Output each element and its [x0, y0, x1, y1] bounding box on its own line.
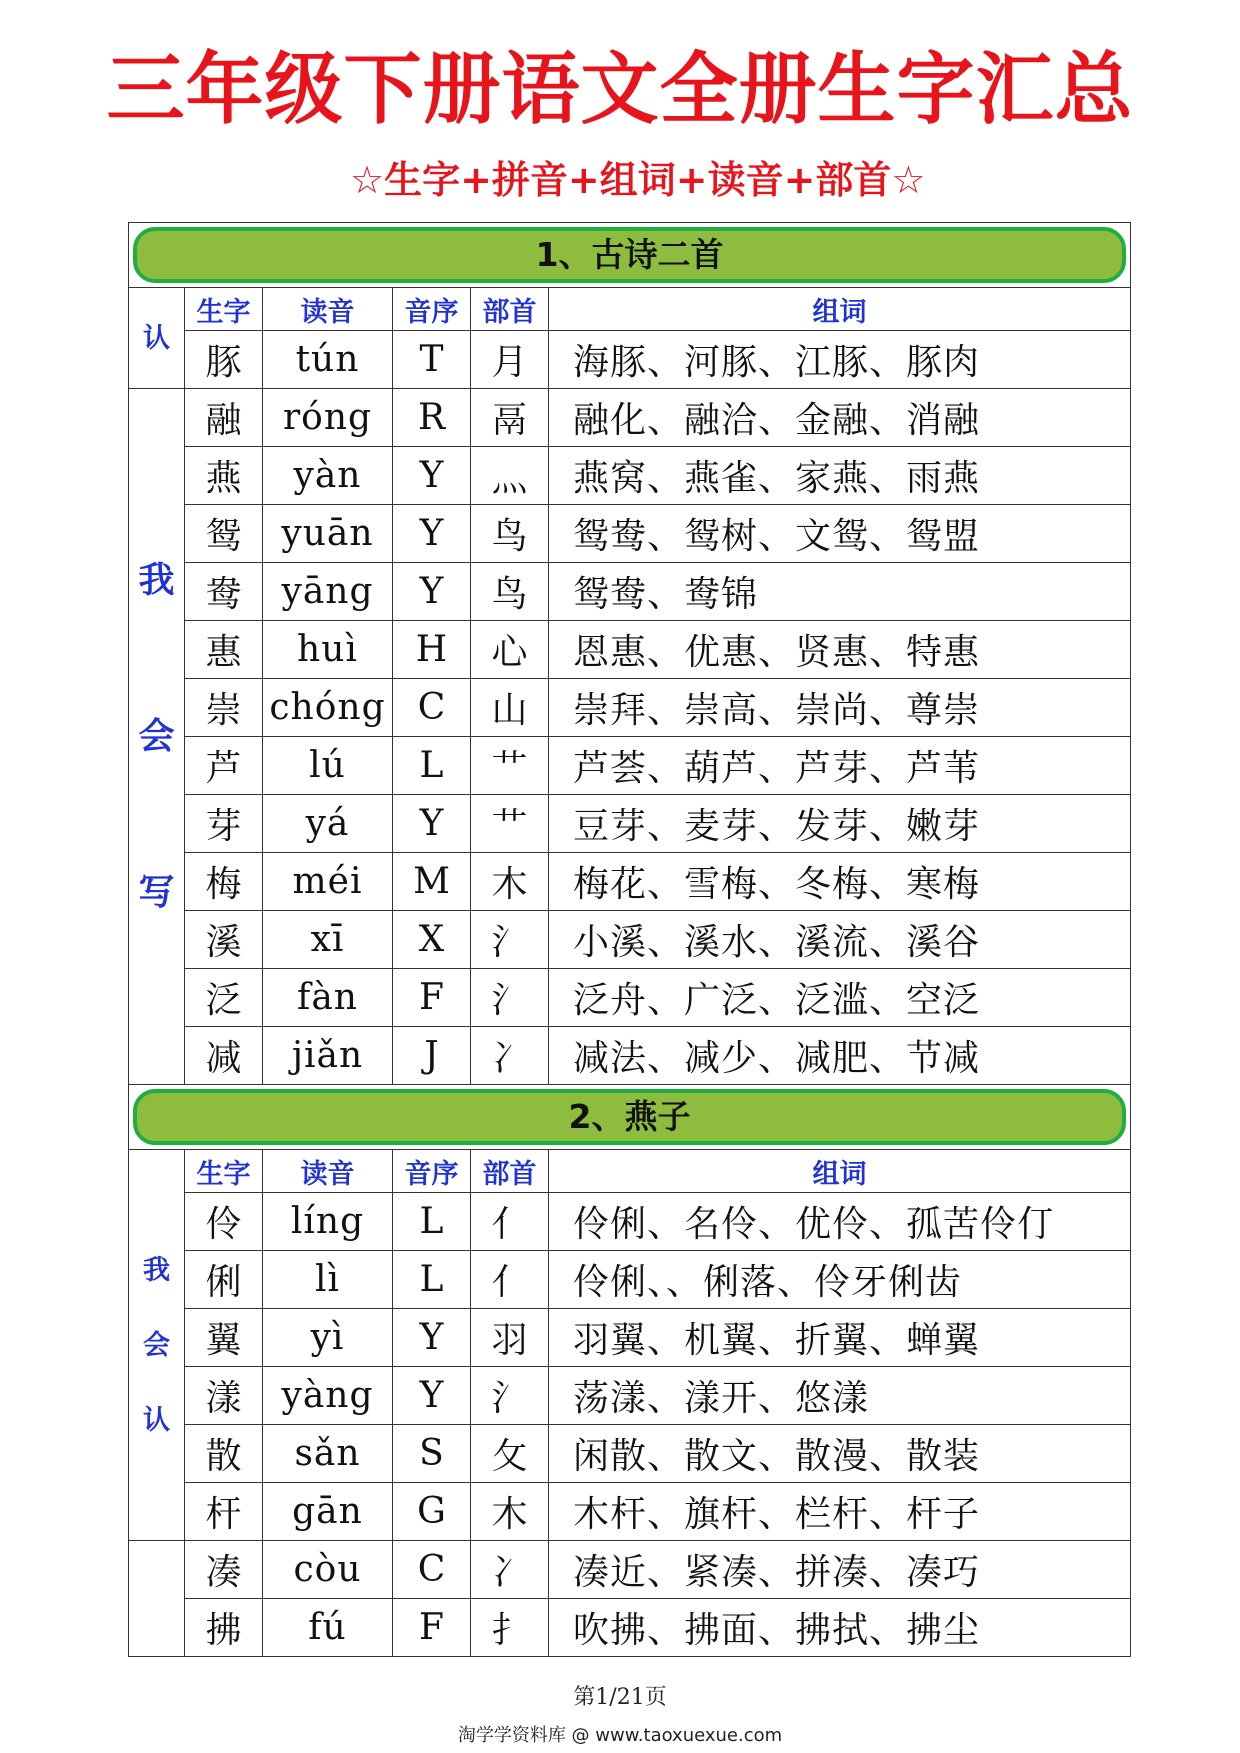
- pinyin-cell: yàng: [263, 1367, 393, 1425]
- table-row: [129, 853, 1131, 911]
- col-header-order: 音序: [393, 288, 471, 331]
- radical-cell: 冫: [471, 1541, 549, 1599]
- words-cell: 鸳鸯、鸳树、文鸳、鸳盟: [549, 505, 1131, 563]
- pinyin-cell: fú: [263, 1599, 393, 1657]
- page-subtitle: ☆生字+拼音+组词+读音+部首☆: [350, 158, 926, 202]
- words-cell: 小溪、溪水、溪流、溪谷: [549, 911, 1131, 969]
- pinyin-cell: xī: [263, 911, 393, 969]
- order-cell: Y: [393, 1309, 471, 1367]
- words-cell: 海豚、河豚、江豚、豚肉: [549, 331, 1131, 389]
- char-cell: 散: [185, 1425, 263, 1483]
- pinyin-cell: líng: [263, 1193, 393, 1251]
- char-cell: 鸯: [185, 563, 263, 621]
- radical-cell: 氵: [471, 1367, 549, 1425]
- order-cell: C: [393, 1541, 471, 1599]
- column-header-row: [129, 288, 1131, 331]
- table-row: [129, 389, 1131, 447]
- words-cell: 木杆、旗杆、栏杆、杆子: [549, 1483, 1131, 1541]
- words-cell: 恩惠、优惠、贤惠、特惠: [549, 621, 1131, 679]
- radical-cell: 扌: [471, 1599, 549, 1657]
- group-label: [129, 1150, 185, 1541]
- section-title: 1、古诗二首: [133, 227, 1126, 283]
- order-cell: F: [393, 969, 471, 1027]
- pinyin-cell: fàn: [263, 969, 393, 1027]
- order-cell: T: [393, 331, 471, 389]
- words-cell: 吹拂、拂面、拂拭、拂尘: [549, 1599, 1131, 1657]
- char-cell: 芽: [185, 795, 263, 853]
- pinyin-cell: gān: [263, 1483, 393, 1541]
- order-cell: Y: [393, 447, 471, 505]
- order-cell: Y: [393, 505, 471, 563]
- table-row: [129, 1599, 1131, 1657]
- order-cell: Y: [393, 1367, 471, 1425]
- table-row: [129, 795, 1131, 853]
- section-banner-cell: [129, 223, 1131, 288]
- char-cell: 豚: [185, 331, 263, 389]
- page-number: 第1/21页: [573, 1685, 667, 1710]
- words-cell: 泛舟、广泛、泛滥、空泛: [549, 969, 1131, 1027]
- radical-cell: 木: [471, 853, 549, 911]
- col-header-radical: 部首: [471, 288, 549, 331]
- page-title: 三年级下册语文全册生字汇总: [106, 45, 1134, 135]
- char-cell: 融: [185, 389, 263, 447]
- table-row: [129, 737, 1131, 795]
- group-label-char: 会: [138, 715, 175, 757]
- table-row: [129, 1251, 1131, 1309]
- pinyin-cell: yāng: [263, 563, 393, 621]
- words-cell: 融化、融洽、金融、消融: [549, 389, 1131, 447]
- table-row: [129, 1367, 1131, 1425]
- source-credit: 淘学学资料库 @ www.taoxuexue.com: [457, 1725, 783, 1746]
- column-header-row: [129, 1150, 1131, 1193]
- table-row: [129, 563, 1131, 621]
- radical-cell: 艹: [471, 795, 549, 853]
- order-cell: S: [393, 1425, 471, 1483]
- table-row: [129, 911, 1131, 969]
- order-cell: Y: [393, 795, 471, 853]
- pinyin-cell: yàn: [263, 447, 393, 505]
- order-cell: L: [393, 1193, 471, 1251]
- words-cell: 伶俐、名伶、优伶、孤苦伶仃: [549, 1193, 1131, 1251]
- char-cell: 凑: [185, 1541, 263, 1599]
- radical-cell: 艹: [471, 737, 549, 795]
- pinyin-cell: yì: [263, 1309, 393, 1367]
- pinyin-cell: lì: [263, 1251, 393, 1309]
- radical-cell: 月: [471, 331, 549, 389]
- group-label-char: 我: [143, 1254, 170, 1286]
- order-cell: L: [393, 737, 471, 795]
- char-cell: 崇: [185, 679, 263, 737]
- radical-cell: 心: [471, 621, 549, 679]
- char-cell: 伶: [185, 1193, 263, 1251]
- table-row: [129, 679, 1131, 737]
- table-row: [129, 1541, 1131, 1599]
- words-cell: 鸳鸯、鸯锦: [549, 563, 1131, 621]
- col-header-order: 音序: [393, 1150, 471, 1193]
- words-cell: 豆芽、麦芽、发芽、嫩芽: [549, 795, 1131, 853]
- section-header-row: [129, 1085, 1131, 1150]
- group-label: [129, 389, 185, 1085]
- char-cell: 杆: [185, 1483, 263, 1541]
- char-cell: 翼: [185, 1309, 263, 1367]
- radical-cell: 鬲: [471, 389, 549, 447]
- order-cell: H: [393, 621, 471, 679]
- vocabulary-table: [128, 222, 1131, 1657]
- pinyin-cell: huì: [263, 621, 393, 679]
- table-row: [129, 1309, 1131, 1367]
- table-row: [129, 1193, 1131, 1251]
- order-cell: R: [393, 389, 471, 447]
- words-cell: 闲散、散文、散漫、散装: [549, 1425, 1131, 1483]
- char-cell: 鸳: [185, 505, 263, 563]
- pinyin-cell: chóng: [263, 679, 393, 737]
- char-cell: 减: [185, 1027, 263, 1085]
- col-header-words: 组词: [549, 1150, 1131, 1193]
- group-label: [129, 1541, 185, 1657]
- char-cell: 梅: [185, 853, 263, 911]
- words-cell: 荡漾、漾开、悠漾: [549, 1367, 1131, 1425]
- pinyin-cell: tún: [263, 331, 393, 389]
- section-title: 2、燕子: [133, 1089, 1126, 1145]
- table-row: [129, 621, 1131, 679]
- order-cell: G: [393, 1483, 471, 1541]
- group-label-char: 认: [143, 322, 170, 354]
- radical-cell: 冫: [471, 1027, 549, 1085]
- radical-cell: 羽: [471, 1309, 549, 1367]
- table-row: [129, 1425, 1131, 1483]
- radical-cell: 亻: [471, 1251, 549, 1309]
- col-header-pinyin: 读音: [263, 1150, 393, 1193]
- order-cell: F: [393, 1599, 471, 1657]
- group-label-char: 认: [143, 1404, 170, 1436]
- words-cell: 羽翼、机翼、折翼、蝉翼: [549, 1309, 1131, 1367]
- table-row: [129, 969, 1131, 1027]
- char-cell: 拂: [185, 1599, 263, 1657]
- radical-cell: 氵: [471, 911, 549, 969]
- pinyin-cell: còu: [263, 1541, 393, 1599]
- radical-cell: 山: [471, 679, 549, 737]
- words-cell: 伶俐、、俐落、伶牙俐齿: [549, 1251, 1131, 1309]
- order-cell: M: [393, 853, 471, 911]
- words-cell: 凑近、紧凑、拼凑、凑巧: [549, 1541, 1131, 1599]
- table-row: [129, 1483, 1131, 1541]
- group-label-char: 会: [143, 1329, 170, 1361]
- col-header-radical: 部首: [471, 1150, 549, 1193]
- pinyin-cell: róng: [263, 389, 393, 447]
- words-cell: 减法、减少、减肥、节减: [549, 1027, 1131, 1085]
- order-cell: J: [393, 1027, 471, 1085]
- char-cell: 俐: [185, 1251, 263, 1309]
- order-cell: Y: [393, 563, 471, 621]
- col-header-char: 生字: [185, 288, 263, 331]
- char-cell: 燕: [185, 447, 263, 505]
- pinyin-cell: yá: [263, 795, 393, 853]
- table-row: [129, 331, 1131, 389]
- radical-cell: 氵: [471, 969, 549, 1027]
- table-row: [129, 505, 1131, 563]
- words-cell: 燕窝、燕雀、家燕、雨燕: [549, 447, 1131, 505]
- char-cell: 芦: [185, 737, 263, 795]
- char-cell: 惠: [185, 621, 263, 679]
- pinyin-cell: yuān: [263, 505, 393, 563]
- words-cell: 崇拜、崇高、崇尚、尊崇: [549, 679, 1131, 737]
- radical-cell: 攵: [471, 1425, 549, 1483]
- col-header-char: 生字: [185, 1150, 263, 1193]
- group-label-char: 我: [138, 559, 175, 601]
- radical-cell: 鸟: [471, 505, 549, 563]
- group-label-char: 写: [138, 871, 175, 913]
- group-label: [129, 288, 185, 389]
- pinyin-cell: lú: [263, 737, 393, 795]
- words-cell: 芦荟、葫芦、芦芽、芦苇: [549, 737, 1131, 795]
- char-cell: 泛: [185, 969, 263, 1027]
- pinyin-cell: méi: [263, 853, 393, 911]
- section-header-row: [129, 223, 1131, 288]
- radical-cell: 鸟: [471, 563, 549, 621]
- order-cell: C: [393, 679, 471, 737]
- pinyin-cell: sǎn: [263, 1425, 393, 1483]
- table-row: [129, 447, 1131, 505]
- section-banner-cell: [129, 1085, 1131, 1150]
- radical-cell: 木: [471, 1483, 549, 1541]
- radical-cell: 灬: [471, 447, 549, 505]
- col-header-pinyin: 读音: [263, 288, 393, 331]
- char-cell: 溪: [185, 911, 263, 969]
- char-cell: 漾: [185, 1367, 263, 1425]
- col-header-words: 组词: [549, 288, 1131, 331]
- order-cell: L: [393, 1251, 471, 1309]
- table-row: [129, 1027, 1131, 1085]
- pinyin-cell: jiǎn: [263, 1027, 393, 1085]
- radical-cell: 亻: [471, 1193, 549, 1251]
- order-cell: X: [393, 911, 471, 969]
- words-cell: 梅花、雪梅、冬梅、寒梅: [549, 853, 1131, 911]
